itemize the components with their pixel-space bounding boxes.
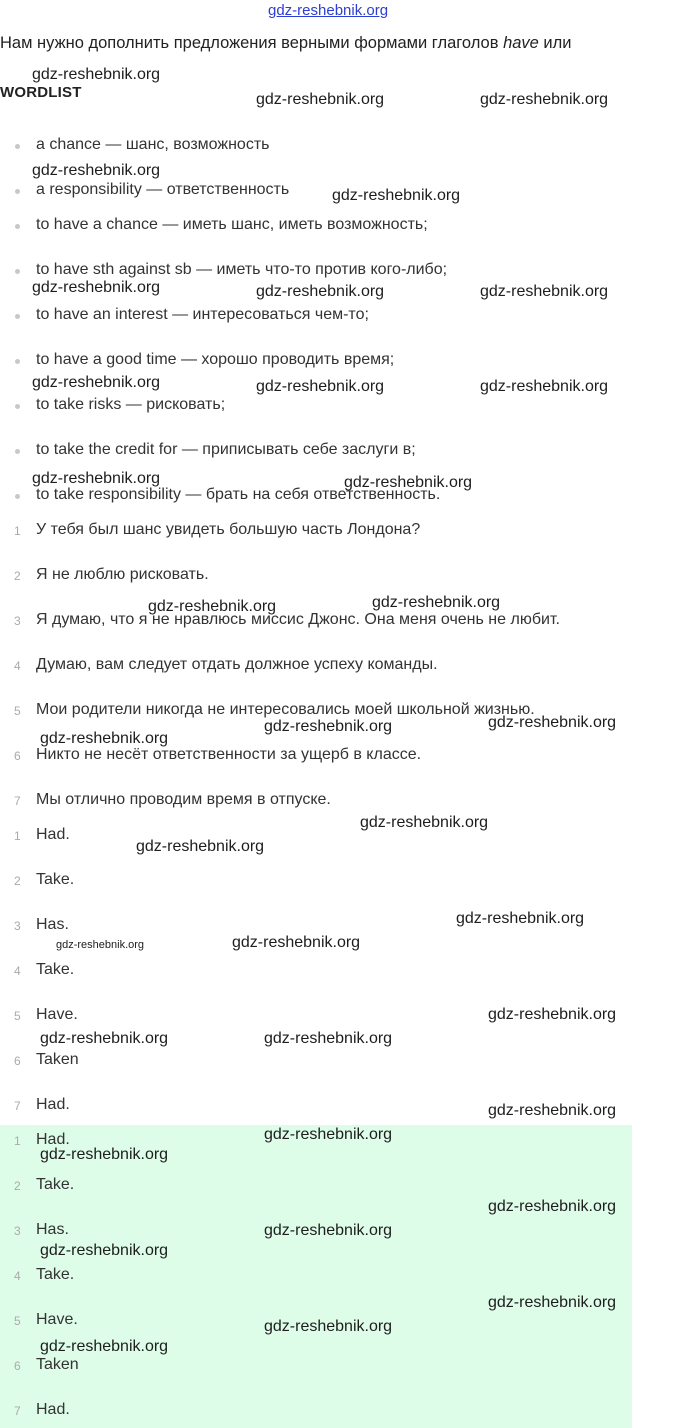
watermark: gdz-reshebnik.org (40, 1338, 169, 1355)
watermark: gdz-reshebnik.org (256, 91, 385, 108)
watermark: gdz-reshebnik.org (480, 378, 609, 395)
watermark: gdz-reshebnik.org (148, 598, 277, 615)
intro-tail: или (538, 34, 572, 52)
watermark: gdz-reshebnik.org (256, 378, 385, 395)
site-link[interactable]: gdz-reshebnik.org (268, 2, 389, 19)
watermark: gdz-reshebnik.org (332, 187, 461, 204)
bullet-icon (15, 269, 20, 274)
watermark: gdz-reshebnik.org (136, 838, 265, 855)
bullet-icon (15, 494, 20, 499)
watermark: gdz-reshebnik.org (264, 1030, 393, 1047)
bullet-icon (15, 359, 20, 364)
watermark: gdz-reshebnik.org (40, 1030, 169, 1047)
wordlist-title: WORDLIST (0, 84, 82, 101)
watermark: gdz-reshebnik.org (488, 1294, 617, 1311)
watermark: gdz-reshebnik.org (256, 283, 385, 300)
watermark: gdz-reshebnik.org (264, 1222, 393, 1239)
watermark: gdz-reshebnik.org (40, 1242, 169, 1259)
intro-verb-have: have (503, 34, 539, 52)
intro-main: Нам нужно дополнить предложения верными формами глаголов (0, 34, 504, 52)
watermark: gdz-reshebnik.org (372, 594, 501, 611)
watermark: gdz-reshebnik.org (456, 910, 585, 927)
highlighted-answer-box (0, 1125, 632, 1428)
watermark: gdz-reshebnik.org (32, 279, 161, 296)
watermark: gdz-reshebnik.org (40, 1146, 169, 1163)
bullet-icon (15, 224, 20, 229)
bullet-icon (15, 189, 20, 194)
watermark: gdz-reshebnik.org (32, 162, 161, 179)
watermark: gdz-reshebnik.org (32, 470, 161, 487)
watermark: gdz-reshebnik.org (488, 1102, 617, 1119)
bullet-icon (15, 404, 20, 409)
watermark: gdz-reshebnik.org (480, 91, 609, 108)
watermark: gdz-reshebnik.org (480, 283, 609, 300)
intro-text (0, 34, 680, 53)
bullet-icon (15, 144, 20, 149)
bullet-icon (15, 314, 20, 319)
bullet-icon (15, 449, 20, 454)
watermark: gdz-reshebnik.org (40, 730, 169, 747)
watermark: gdz-reshebnik.org (488, 714, 617, 731)
watermark: gdz-reshebnik.org (32, 66, 161, 83)
watermark: gdz-reshebnik.org (488, 1006, 617, 1023)
watermark: gdz-reshebnik.org (264, 1318, 393, 1335)
watermark: gdz-reshebnik.org (344, 474, 473, 491)
watermark: gdz-reshebnik.org (264, 1126, 393, 1143)
watermark: gdz-reshebnik.org (264, 718, 393, 735)
watermark: gdz-reshebnik.org (488, 1198, 617, 1215)
watermark: gdz-reshebnik.org (56, 939, 145, 951)
watermark: gdz-reshebnik.org (232, 934, 361, 951)
watermark: gdz-reshebnik.org (360, 814, 489, 831)
watermark: gdz-reshebnik.org (32, 374, 161, 391)
